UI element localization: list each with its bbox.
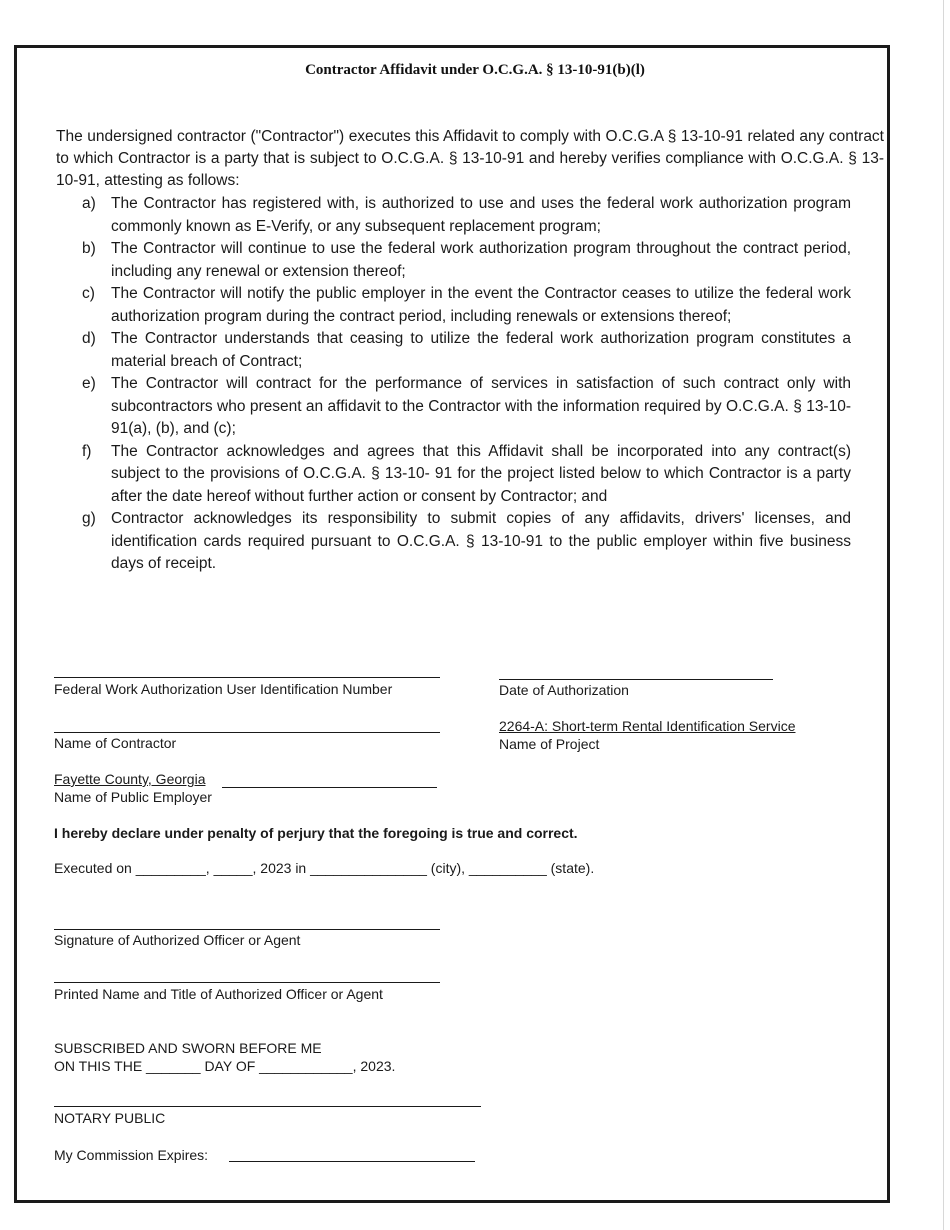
contractor-name-label: Name of Contractor	[54, 735, 177, 751]
item-marker: a)	[82, 195, 96, 212]
item-text: The Contractor will continue to use the federal work authorization program throughout the contract period, including any renewal or extension thereof;	[111, 240, 851, 280]
list-item	[56, 283, 851, 328]
document-title: Contractor Affidavit under O.C.G.A. § 13-10-91(b)(l)	[305, 62, 645, 78]
public-employer-line	[222, 787, 437, 788]
attestation-list	[56, 193, 851, 576]
sworn-line-2[interactable]: ON THIS THE _______ DAY OF ____________, 2023.	[54, 1058, 396, 1074]
sworn-line-1: SUBSCRIBED AND SWORN BEFORE ME	[54, 1040, 322, 1056]
item-marker: f)	[82, 442, 92, 460]
list-item	[56, 441, 851, 509]
sworn-statement	[54, 1039, 395, 1075]
item-marker: b)	[82, 240, 96, 257]
federal-id-line[interactable]	[54, 677, 440, 678]
commission-expires-line[interactable]	[229, 1161, 475, 1162]
intro-paragraph: The undersigned contractor ("Contractor") executes this Affidavit to comply with O.C.G.A § 13-10-91 related any contract to which Contractor is a party that is subject to O.C.G.A. § 13-10-91 and hereby verifies compliance with O.C.G.A. § 13-10-91, attesting as follows:	[56, 128, 884, 189]
item-marker: c)	[82, 285, 95, 302]
scan-edge	[943, 0, 944, 1230]
date-authorization-line[interactable]	[499, 679, 773, 680]
item-marker: e)	[82, 375, 96, 392]
item-text: The Contractor will notify the public employer in the event the Contractor ceases to utilize the federal work authorization program during the contract period, including renewals or extensions thereof;	[111, 285, 851, 325]
list-item	[56, 508, 851, 576]
notary-public-label: NOTARY PUBLIC	[54, 1110, 166, 1126]
federal-id-label: Federal Work Authorization User Identification Number	[54, 681, 393, 697]
project-name-label: Name of Project	[499, 736, 600, 752]
public-employer-value: Fayette County, Georgia	[54, 771, 206, 787]
contractor-name-line[interactable]	[54, 732, 440, 733]
list-item	[56, 328, 851, 373]
item-text: The Contractor understands that ceasing to utilize the federal work authorization program constitutes a material breach of Contract;	[111, 330, 851, 370]
item-text: The Contractor has registered with, is authorized to use and uses the federal work authorization program commonly known as E-Verify, or any subsequent replacement program;	[111, 195, 851, 235]
project-name-value: 2264-A: Short-term Rental Identification Service	[499, 718, 796, 734]
item-marker: d)	[82, 330, 96, 347]
signature-label: Signature of Authorized Officer or Agent	[54, 932, 301, 948]
signature-line[interactable]	[54, 929, 440, 930]
list-item	[56, 193, 851, 238]
printed-name-label: Printed Name and Title of Authorized Officer or Agent	[54, 986, 383, 1002]
list-item	[56, 373, 851, 441]
executed-on-line[interactable]: Executed on _________, _____, 2023 in _______________ (city), __________ (state).	[54, 860, 595, 876]
item-text: The Contractor will contract for the performance of services in satisfaction of such contract only with subcontractors who present an affidavit to the Contractor with the information required by O.C.G.A. § 13-10-91(a), (b), and (c);	[111, 375, 851, 437]
public-employer-label: Name of Public Employer	[54, 789, 212, 805]
date-authorization-label: Date of Authorization	[499, 682, 629, 698]
notary-signature-line[interactable]	[54, 1106, 481, 1107]
item-text: Contractor acknowledges its responsibility to submit copies of any affidavits, drivers' licenses, and identification cards required pursuant to O.C.G.A. § 13-10-91 to the public employer within five business days of receipt.	[111, 510, 851, 572]
list-item	[56, 238, 851, 283]
perjury-declaration: I hereby declare under penalty of perjury that the foregoing is true and correct.	[54, 825, 578, 841]
commission-expires-label: My Commission Expires:	[54, 1147, 209, 1163]
commission-expires	[54, 1147, 208, 1163]
item-text: The Contractor acknowledges and agrees that this Affidavit shall be incorporated into any contract(s) subject to the provisions of O.C.G.A. § 13-10- 91 for the project listed below to which Contractor is a party after the date hereof without further action or consent by Contractor; and	[111, 442, 851, 505]
item-marker: g)	[82, 510, 96, 527]
printed-name-line[interactable]	[54, 982, 440, 983]
